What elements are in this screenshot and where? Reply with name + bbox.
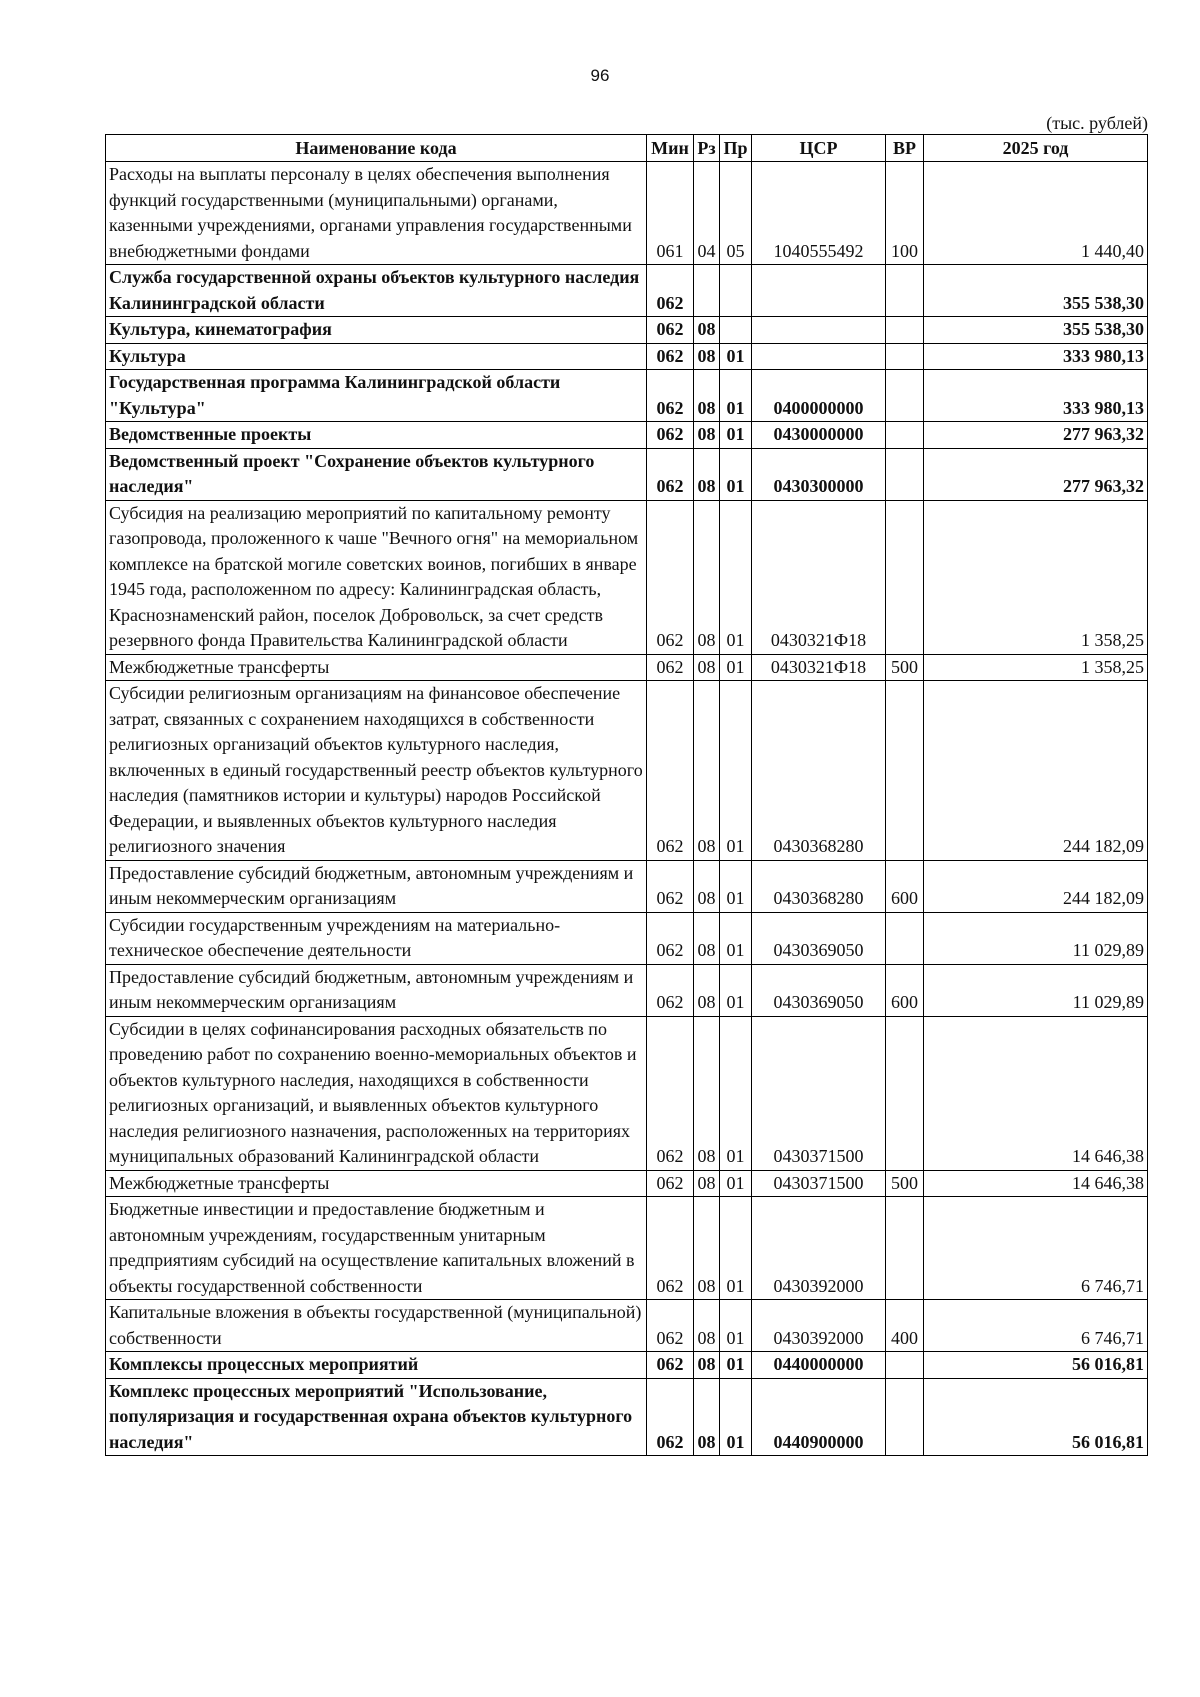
table-row — [106, 448, 1148, 500]
cell-rz: 08 — [694, 1016, 720, 1170]
cell-pr: 01 — [720, 1378, 752, 1456]
cell-pr: 01 — [720, 912, 752, 964]
cell-vr: 500 — [886, 654, 924, 681]
cell-vr — [886, 500, 924, 654]
cell-amount: 333 980,13 — [924, 343, 1148, 370]
cell-csr: 0430392000 — [752, 1300, 886, 1352]
cell-rz: 08 — [694, 1300, 720, 1352]
cell-min: 062 — [647, 654, 694, 681]
cell-amount: 1 358,25 — [924, 654, 1148, 681]
cell-amount: 6 746,71 — [924, 1197, 1148, 1300]
cell-pr: 01 — [720, 1352, 752, 1379]
table-row — [106, 1300, 1148, 1352]
cell-vr: 600 — [886, 860, 924, 912]
table-row — [106, 1378, 1148, 1456]
table-row — [106, 1352, 1148, 1379]
header-csr: ЦСР — [752, 135, 886, 162]
cell-min: 062 — [647, 860, 694, 912]
cell-name: Ведомственный проект "Сохранение объектов культурного наследия" — [106, 448, 647, 500]
cell-pr: 01 — [720, 1016, 752, 1170]
cell-rz: 08 — [694, 654, 720, 681]
cell-amount: 14 646,38 — [924, 1016, 1148, 1170]
cell-amount: 1 358,25 — [924, 500, 1148, 654]
cell-pr: 01 — [720, 654, 752, 681]
cell-rz: 08 — [694, 317, 720, 344]
cell-rz: 08 — [694, 860, 720, 912]
cell-rz: 08 — [694, 500, 720, 654]
cell-name: Предоставление субсидий бюджетным, автономным учреждениям и иным некоммерческим организациям — [106, 964, 647, 1016]
table-row — [106, 317, 1148, 344]
cell-vr — [886, 370, 924, 422]
cell-csr: 0440900000 — [752, 1378, 886, 1456]
cell-amount: 355 538,30 — [924, 265, 1148, 317]
cell-name: Межбюджетные трансферты — [106, 1170, 647, 1197]
cell-rz: 04 — [694, 162, 720, 265]
cell-vr: 600 — [886, 964, 924, 1016]
cell-min: 062 — [647, 370, 694, 422]
cell-name: Ведомственные проекты — [106, 422, 647, 449]
table-row — [106, 1170, 1148, 1197]
cell-pr: 01 — [720, 448, 752, 500]
cell-vr — [886, 265, 924, 317]
cell-name: Служба государственной охраны объектов культурного наследия Калининградской области — [106, 265, 647, 317]
cell-min: 062 — [647, 1016, 694, 1170]
header-min: Мин — [647, 135, 694, 162]
cell-name: Комплексы процессных мероприятий — [106, 1352, 647, 1379]
cell-vr — [886, 912, 924, 964]
cell-amount: 11 029,89 — [924, 912, 1148, 964]
cell-amount: 14 646,38 — [924, 1170, 1148, 1197]
cell-pr: 01 — [720, 964, 752, 1016]
cell-vr — [886, 317, 924, 344]
cell-name: Культура — [106, 343, 647, 370]
table-row — [106, 681, 1148, 861]
table-header-row — [106, 135, 1148, 162]
cell-rz: 08 — [694, 964, 720, 1016]
cell-min: 062 — [647, 500, 694, 654]
cell-min: 061 — [647, 162, 694, 265]
cell-csr: 0430321Ф18 — [752, 654, 886, 681]
header-vr: ВР — [886, 135, 924, 162]
cell-vr — [886, 1378, 924, 1456]
cell-csr — [752, 317, 886, 344]
cell-name: Субсидия на реализацию мероприятий по капитальному ремонту газопровода, проложенного к чаше "Вечного огня" на мемориальном комплексе на братской могиле советских воинов, погибших в январе 1945 года, расположенном по адресу: Калининградская область, Краснознаменский район, поселок Добровольск, за счет средств резервного фонда Правительства Калининградской области — [106, 500, 647, 654]
table-body — [106, 162, 1148, 1456]
cell-pr: 05 — [720, 162, 752, 265]
table-row — [106, 162, 1148, 265]
table-row — [106, 964, 1148, 1016]
cell-rz: 08 — [694, 448, 720, 500]
cell-amount: 333 980,13 — [924, 370, 1148, 422]
cell-pr: 01 — [720, 681, 752, 861]
cell-rz: 08 — [694, 912, 720, 964]
page-number: 96 — [590, 66, 610, 85]
cell-vr — [886, 1197, 924, 1300]
cell-pr: 01 — [720, 860, 752, 912]
cell-rz: 08 — [694, 1352, 720, 1379]
cell-min: 062 — [647, 448, 694, 500]
cell-amount: 244 182,09 — [924, 681, 1148, 861]
cell-min: 062 — [647, 1352, 694, 1379]
table-row — [106, 500, 1148, 654]
cell-amount: 277 963,32 — [924, 422, 1148, 449]
header-pr: Пр — [720, 135, 752, 162]
cell-name: Бюджетные инвестиции и предоставление бюджетным и автономным учреждениям, государственным унитарным предприятиям субсидий на осуществление капитальных вложений в объекты государственной собственности — [106, 1197, 647, 1300]
cell-csr: 0440000000 — [752, 1352, 886, 1379]
header-name: Наименование кода — [106, 135, 647, 162]
cell-rz: 08 — [694, 1378, 720, 1456]
cell-rz — [694, 265, 720, 317]
cell-rz: 08 — [694, 343, 720, 370]
cell-min: 062 — [647, 317, 694, 344]
cell-name: Расходы на выплаты персоналу в целях обеспечения выполнения функций государственными (муниципальными) органами, казенными учреждениями, органами управления государственными внебюджетными фондами — [106, 162, 647, 265]
cell-min: 062 — [647, 681, 694, 861]
cell-name: Капитальные вложения в объекты государственной (муниципальной) собственности — [106, 1300, 647, 1352]
units-label: (тыс. рублей) — [1046, 113, 1148, 133]
cell-min: 062 — [647, 343, 694, 370]
cell-amount: 244 182,09 — [924, 860, 1148, 912]
cell-amount: 56 016,81 — [924, 1378, 1148, 1456]
table-row — [106, 860, 1148, 912]
cell-vr — [886, 448, 924, 500]
cell-name: Комплекс процессных мероприятий "Использование, популяризация и государственная охрана объектов культурного наследия" — [106, 1378, 647, 1456]
cell-min: 062 — [647, 422, 694, 449]
table-row — [106, 343, 1148, 370]
cell-vr — [886, 1016, 924, 1170]
cell-vr: 400 — [886, 1300, 924, 1352]
cell-pr: 01 — [720, 1170, 752, 1197]
cell-csr: 1040555492 — [752, 162, 886, 265]
table-row — [106, 912, 1148, 964]
cell-pr: 01 — [720, 343, 752, 370]
table-row — [106, 654, 1148, 681]
header-amount: 2025 год — [924, 135, 1148, 162]
cell-amount: 56 016,81 — [924, 1352, 1148, 1379]
cell-min: 062 — [647, 1170, 694, 1197]
cell-pr — [720, 265, 752, 317]
cell-csr: 0430368280 — [752, 681, 886, 861]
cell-pr: 01 — [720, 500, 752, 654]
cell-csr: 0400000000 — [752, 370, 886, 422]
cell-min: 062 — [647, 265, 694, 317]
cell-min: 062 — [647, 1300, 694, 1352]
cell-min: 062 — [647, 1378, 694, 1456]
cell-vr — [886, 422, 924, 449]
table-row — [106, 1197, 1148, 1300]
cell-rz: 08 — [694, 1170, 720, 1197]
table-row — [106, 265, 1148, 317]
cell-pr: 01 — [720, 422, 752, 449]
cell-min: 062 — [647, 1197, 694, 1300]
cell-name: Субсидии государственным учреждениям на материально-техническое обеспечение деятельности — [106, 912, 647, 964]
budget-table — [105, 134, 1148, 1456]
cell-csr — [752, 265, 886, 317]
cell-pr: 01 — [720, 370, 752, 422]
cell-pr — [720, 317, 752, 344]
cell-rz: 08 — [694, 1197, 720, 1300]
cell-csr: 0430300000 — [752, 448, 886, 500]
cell-csr: 0430371500 — [752, 1016, 886, 1170]
cell-pr: 01 — [720, 1300, 752, 1352]
cell-rz: 08 — [694, 422, 720, 449]
cell-vr — [886, 343, 924, 370]
cell-csr: 0430321Ф18 — [752, 500, 886, 654]
cell-amount: 355 538,30 — [924, 317, 1148, 344]
cell-vr: 100 — [886, 162, 924, 265]
cell-csr: 0430369050 — [752, 964, 886, 1016]
cell-name: Субсидии в целях софинансирования расходных обязательств по проведению работ по сохранению военно-мемориальных объектов и объектов культурного наследия, находящихся в собственности религиозных организаций, и выявленных объектов культурного наследия религиозного назначения, расположенных на территориях муниципальных образований Калининградской области — [106, 1016, 647, 1170]
cell-min: 062 — [647, 964, 694, 1016]
cell-csr: 0430371500 — [752, 1170, 886, 1197]
cell-amount: 11 029,89 — [924, 964, 1148, 1016]
cell-name: Государственная программа Калининградской области "Культура" — [106, 370, 647, 422]
cell-amount: 1 440,40 — [924, 162, 1148, 265]
cell-name: Культура, кинематография — [106, 317, 647, 344]
cell-csr: 0430369050 — [752, 912, 886, 964]
cell-rz: 08 — [694, 681, 720, 861]
cell-csr: 0430392000 — [752, 1197, 886, 1300]
cell-csr: 0430368280 — [752, 860, 886, 912]
cell-amount: 277 963,32 — [924, 448, 1148, 500]
cell-name: Предоставление субсидий бюджетным, автономным учреждениям и иным некоммерческим организациям — [106, 860, 647, 912]
cell-name: Межбюджетные трансферты — [106, 654, 647, 681]
header-rz: Рз — [694, 135, 720, 162]
table-row — [106, 422, 1148, 449]
cell-vr — [886, 1352, 924, 1379]
cell-amount: 6 746,71 — [924, 1300, 1148, 1352]
cell-rz: 08 — [694, 370, 720, 422]
cell-vr: 500 — [886, 1170, 924, 1197]
cell-name: Субсидии религиозным организациям на финансовое обеспечение затрат, связанных с сохранением находящихся в собственности религиозных организаций объектов культурного наследия, включенных в единый государственный реестр объектов культурного наследия (памятников истории и культуры) народов Российской Федерации, и выявленных объектов культурного наследия религиозного значения — [106, 681, 647, 861]
cell-csr: 0430000000 — [752, 422, 886, 449]
cell-min: 062 — [647, 912, 694, 964]
cell-pr: 01 — [720, 1197, 752, 1300]
table-row — [106, 370, 1148, 422]
table-row — [106, 1016, 1148, 1170]
cell-vr — [886, 681, 924, 861]
cell-csr — [752, 343, 886, 370]
